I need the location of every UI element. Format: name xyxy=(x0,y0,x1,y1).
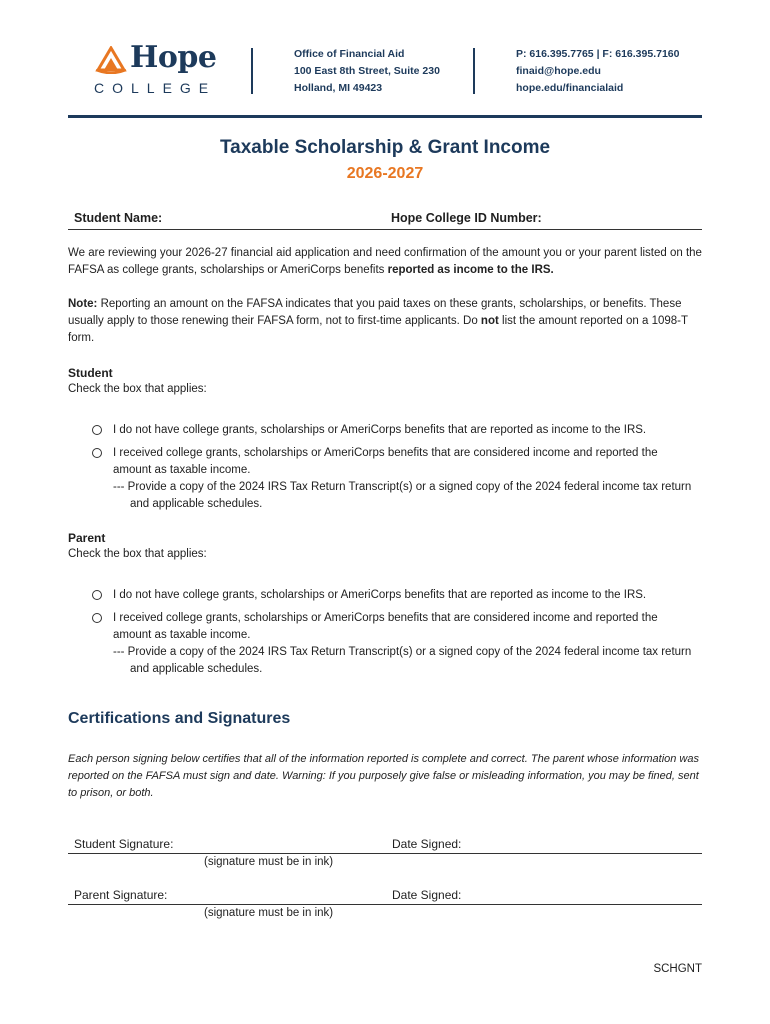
certifications-heading: Certifications and Signatures xyxy=(68,710,291,727)
student-instruction: Check the box that applies: xyxy=(68,383,207,395)
note-text-end: list the amount reported on a 1098-T form. xyxy=(68,315,688,344)
radio-circle-icon[interactable] xyxy=(92,448,102,458)
ink-note: (signature must be in ink) xyxy=(204,856,334,868)
parent-signature-row xyxy=(68,885,702,905)
office-contact xyxy=(516,46,679,97)
parent-heading: Parent xyxy=(68,531,106,545)
parent-date-field[interactable]: Date Signed: xyxy=(392,888,462,902)
option-label: I received college grants, scholarships or AmeriCorps benefits that are considered income and reported the amount as taxable income. xyxy=(113,447,658,476)
option-instruction: --- Provide a copy of the 2024 IRS Tax Return Transcript(s) or a signed copy of the 2024 federal income tax return and applicable schedules. xyxy=(113,646,692,675)
office-city: Holland, MI 49423 xyxy=(294,82,383,94)
intro-text: We are reviewing your 2026-27 financial aid application and need confirmation of the amount you or your parent listed on the FAFSA as college grants, scholarships or AmeriCorps benefits xyxy=(68,247,702,276)
option-instruction: --- Provide a copy of the 2024 IRS Tax Return Transcript(s) or a signed copy of the 2024 federal income tax return and applicable schedules. xyxy=(113,481,692,510)
student-info-row xyxy=(68,210,702,230)
option-label: I received college grants, scholarships or AmeriCorps benefits that are considered income and reported the amount as taxable income. xyxy=(113,612,658,641)
intro-emphasis: reported as income to the IRS. xyxy=(387,264,554,276)
radio-circle-icon[interactable] xyxy=(92,613,102,623)
id-number-field[interactable]: Hope College ID Number: xyxy=(391,211,542,225)
intro-paragraph xyxy=(68,245,702,279)
option-label: I do not have college grants, scholarships or AmeriCorps benefits that are reported as income to the IRS. xyxy=(113,589,647,601)
note-paragraph xyxy=(68,296,702,347)
ink-note: (signature must be in ink) xyxy=(204,907,334,919)
header-divider xyxy=(251,48,253,94)
student-name-field[interactable]: Student Name: xyxy=(74,211,163,225)
office-street: 100 East 8th Street, Suite 230 xyxy=(294,65,440,77)
parent-signature-field[interactable]: Parent Signature: xyxy=(74,888,168,902)
phone-fax: P: 616.395.7765 | F: 616.395.7160 xyxy=(516,48,680,60)
note-not: not xyxy=(480,315,499,327)
certification-statement: Each person signing below certifies that all of the information reported is complete and correct. The parent whose information was reported on the FAFSA must sign and date. Warning: If you purposely give false or misleading information, you may be fined, sent to prison, or both. xyxy=(68,753,699,799)
hope-college-logo xyxy=(94,42,284,100)
logo-wordmark: Hope xyxy=(130,40,217,75)
office-name: Office of Financial Aid xyxy=(294,48,405,60)
anchor-flame-icon xyxy=(94,46,128,74)
student-date-field[interactable]: Date Signed: xyxy=(392,837,462,851)
student-signature-row xyxy=(68,834,702,854)
student-heading: Student xyxy=(68,366,113,380)
letterhead xyxy=(68,40,702,100)
award-year: 2026-2027 xyxy=(346,165,424,182)
option-label: I do not have college grants, scholarships or AmeriCorps benefits that are reported as income to the IRS. xyxy=(113,424,647,436)
note-label: Note: xyxy=(68,298,98,310)
header-rule xyxy=(68,115,702,118)
form-title: Taxable Scholarship & Grant Income xyxy=(219,137,551,158)
note-text: Reporting an amount on the FAFSA indicates that you paid taxes on these grants, scholarships, or benefits. These usually apply to those renewing their FAFSA form, not to first-time applicants. Do xyxy=(68,298,682,327)
parent-instruction: Check the box that applies: xyxy=(68,548,207,560)
student-signature-field[interactable]: Student Signature: xyxy=(74,837,174,851)
radio-circle-icon[interactable] xyxy=(92,425,102,435)
email-link[interactable]: finaid@hope.edu xyxy=(516,65,601,77)
radio-circle-icon[interactable] xyxy=(92,590,102,600)
form-code: SCHGNT xyxy=(653,963,702,975)
website-link[interactable]: hope.edu/financialaid xyxy=(516,82,624,94)
header-divider xyxy=(473,48,475,94)
office-address xyxy=(294,46,440,97)
logo-college-text: COLLEGE xyxy=(94,80,217,96)
